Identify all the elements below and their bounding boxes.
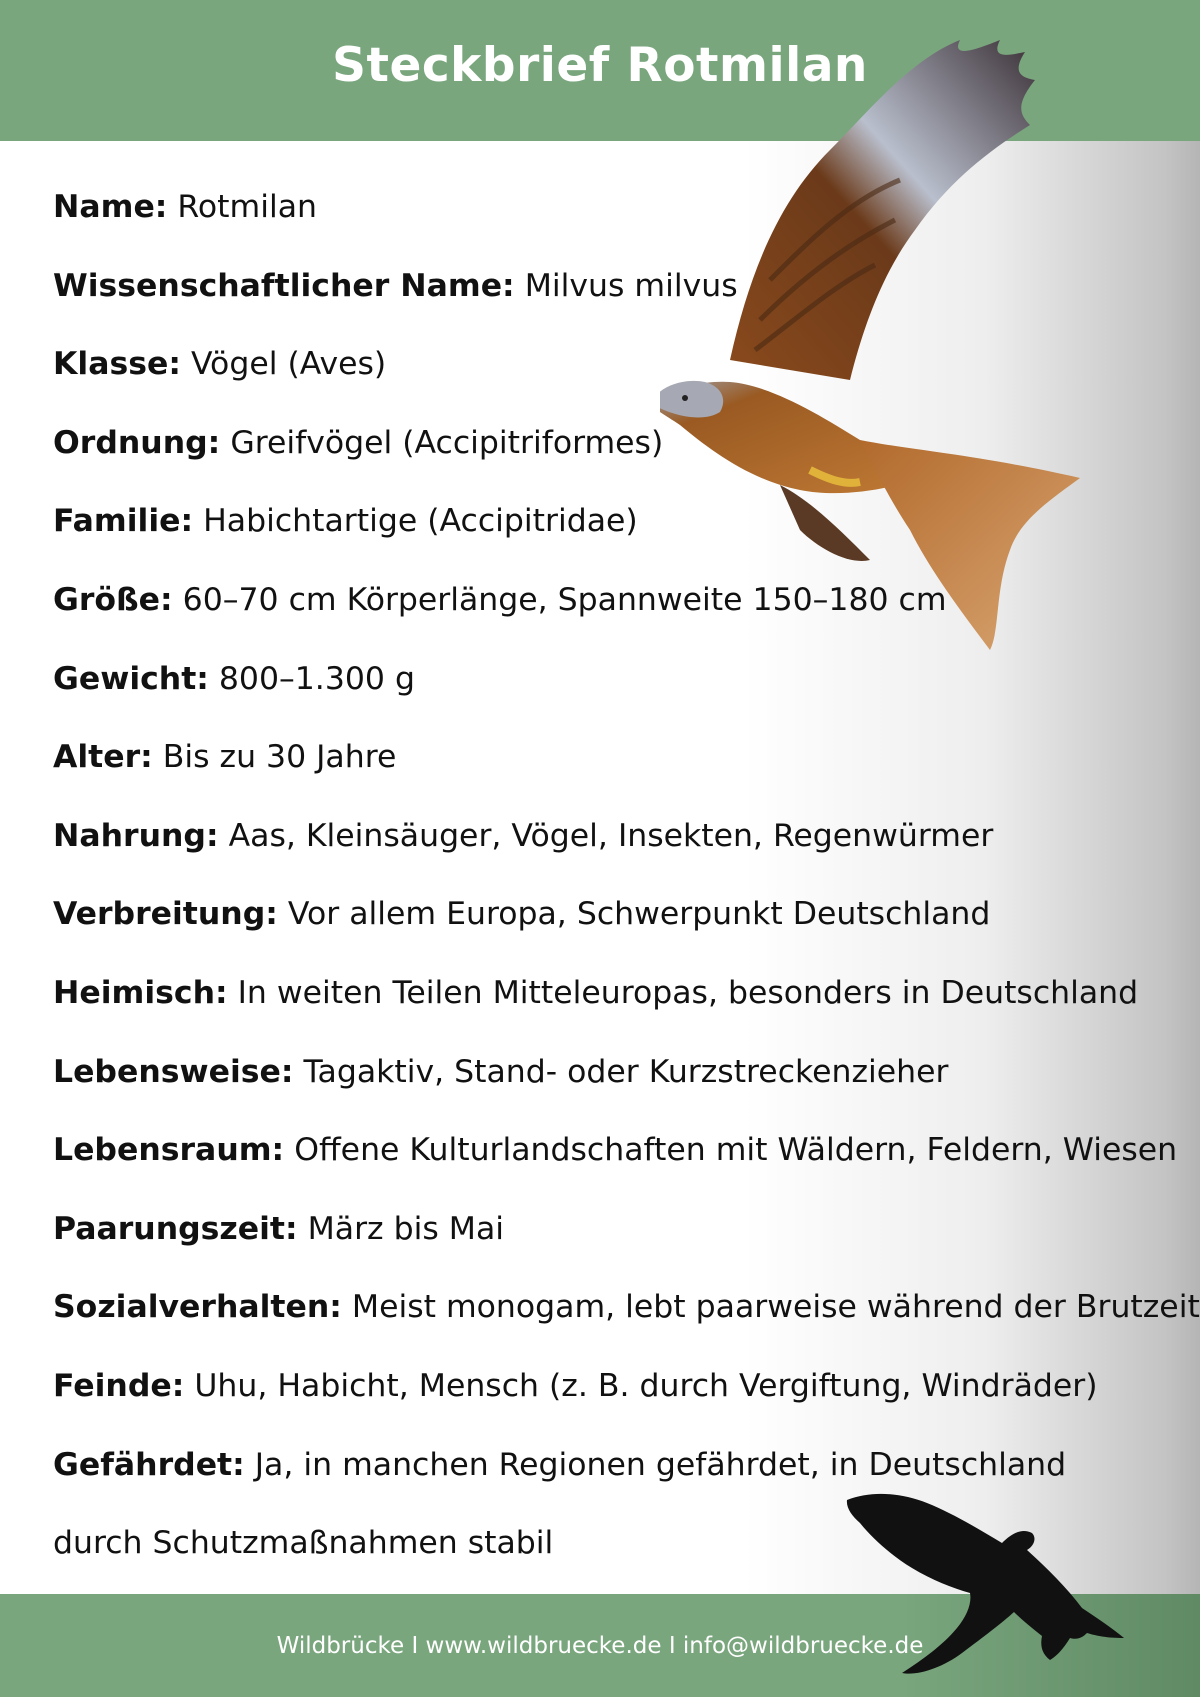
fact-label: Alter: bbox=[53, 739, 153, 776]
fact-label: Heimisch: bbox=[53, 974, 228, 1011]
fact-social-behavior bbox=[53, 1268, 1200, 1347]
fact-value: Greifvögel (Accipitriformes) bbox=[230, 424, 664, 461]
fact-label: Name: bbox=[53, 189, 168, 225]
fact-label: Paarungszeit: bbox=[53, 1210, 298, 1247]
fact-label: Klasse: bbox=[53, 346, 181, 383]
fact-order bbox=[53, 404, 1163, 483]
footer-contact: Wildbrücke I www.wildbruecke.de I info@wildbruecke.de bbox=[276, 1633, 924, 1659]
fact-label: Sozialverhalten: bbox=[53, 1289, 342, 1326]
fact-value: Milvus milvus bbox=[524, 267, 738, 304]
fact-label: Lebensweise: bbox=[53, 1053, 294, 1090]
fact-value: Offene Kulturlandschaften mit Wäldern, Feldern, Wiesen bbox=[294, 1132, 1178, 1169]
fact-list bbox=[53, 168, 1200, 1583]
fact-label: Größe: bbox=[53, 581, 173, 618]
fact-scientific-name bbox=[53, 247, 1163, 326]
fact-distribution bbox=[53, 875, 1163, 954]
fact-value: 800–1.300 g bbox=[218, 660, 415, 697]
fact-family bbox=[53, 482, 1163, 561]
fact-value: Meist monogam, lebt paarweise während der Brutzeit bbox=[351, 1289, 1200, 1326]
fact-label: Lebensraum: bbox=[53, 1132, 285, 1169]
fact-class bbox=[53, 325, 1163, 404]
fact-age bbox=[53, 718, 1163, 797]
fact-label: Gefährdet: bbox=[53, 1446, 245, 1483]
fact-label: Nahrung: bbox=[53, 817, 219, 854]
fact-value: Vögel (Aves) bbox=[190, 346, 387, 383]
fact-size bbox=[53, 561, 1163, 640]
fact-native bbox=[53, 954, 1163, 1033]
fact-value: Bis zu 30 Jahre bbox=[162, 739, 397, 776]
fact-weight bbox=[53, 640, 1163, 719]
fact-value: März bis Mai bbox=[307, 1210, 504, 1247]
fact-enemies bbox=[53, 1347, 1163, 1426]
fact-value: Tagaktiv, Stand- oder Kurzstreckenzieher bbox=[303, 1053, 949, 1090]
page-title: Steckbrief Rotmilan bbox=[332, 38, 868, 93]
fact-name bbox=[53, 168, 1163, 247]
fact-label: Ordnung: bbox=[53, 424, 221, 461]
fact-lifestyle bbox=[53, 1033, 1163, 1112]
fact-value: Ja, in manchen Regionen gefährdet, in Deutschland durch Schutzmaßnahmen stabil bbox=[53, 1446, 1067, 1562]
fact-value: Rotmilan bbox=[177, 189, 317, 225]
fact-label: Wissenschaftlicher Name: bbox=[53, 267, 515, 304]
fact-mating-season bbox=[53, 1190, 1163, 1269]
fact-label: Verbreitung: bbox=[53, 896, 278, 933]
fact-value: Uhu, Habicht, Mensch (z. B. durch Vergiftung, Windräder) bbox=[194, 1367, 1098, 1404]
fact-value: Vor allem Europa, Schwerpunkt Deutschland bbox=[287, 896, 991, 933]
fact-label: Feinde: bbox=[53, 1367, 185, 1404]
fact-value: In weiten Teilen Mitteleuropas, besonders in Deutschland bbox=[237, 974, 1139, 1011]
fact-food bbox=[53, 797, 1163, 876]
fact-value: Habichtartige (Accipitridae) bbox=[203, 503, 638, 540]
fact-label: Familie: bbox=[53, 503, 194, 540]
fact-value: 60–70 cm Körperlänge, Spannweite 150–180 cm bbox=[182, 581, 947, 618]
fact-habitat bbox=[53, 1111, 1178, 1190]
fact-label: Gewicht: bbox=[53, 660, 209, 697]
fact-value: Aas, Kleinsäuger, Vögel, Insekten, Regenwürmer bbox=[228, 817, 994, 854]
